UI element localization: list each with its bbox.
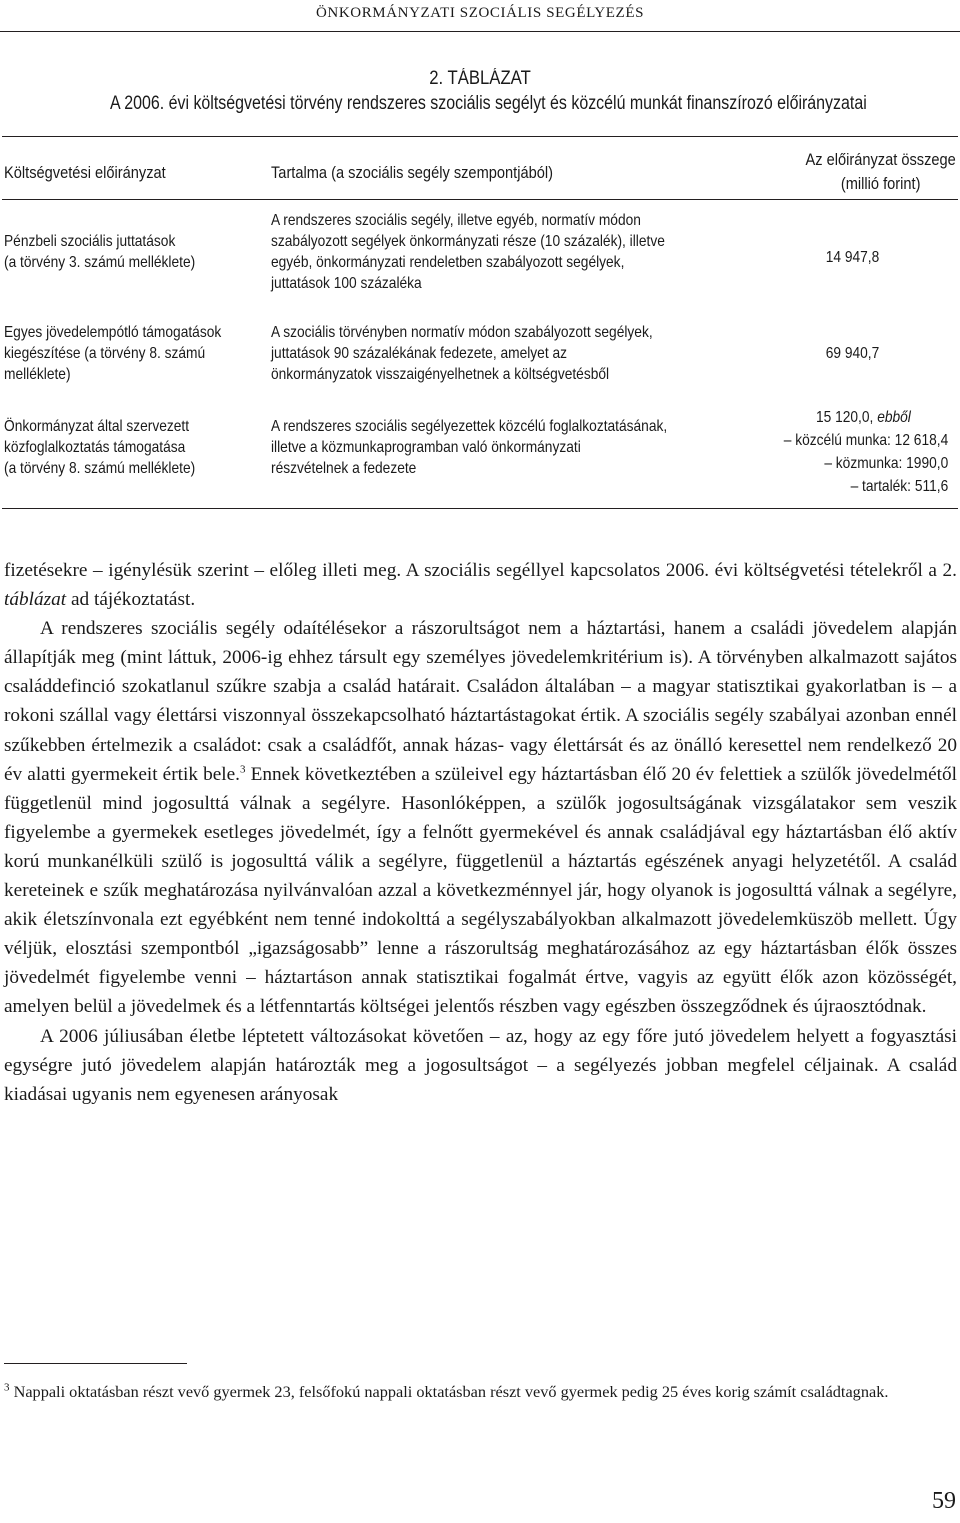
column-header-content: Tartalma (a szociális segély szempontjából) bbox=[271, 163, 553, 182]
running-header bbox=[0, 0, 960, 32]
table-number: 2. TÁBLÁZAT bbox=[429, 68, 531, 89]
breakdown-item: – tartalék: 511,6 bbox=[850, 478, 948, 495]
table-row-label: Egyes jövedelempótló támogatások kiegészítése (a törvény 8. számú melléklete) bbox=[4, 324, 222, 383]
paragraph: fizetésekre – igénylésük szerint – előleg illeti meg. A szociális segéllyel kapcsolatos 2006. évi költségvetési tételekről a 2. táblázat ad tájékoztatást. bbox=[4, 560, 957, 611]
table-row-content: A rendszeres szociális segély, illetve egyéb, normatív módon szabályozott segélyek önkormányzati része (10 százalék), illetve egyéb, önkormányzati rendeletben szabályozott segélyek, juttatások 100 százaléka bbox=[271, 212, 665, 292]
table-row-content: A szociális törvényben normatív módon szabályozott segélyek, juttatások 90 százalékának fedezete, amelyet az önkormányzatok visszaigényelhetnek a költségvetésből bbox=[271, 324, 653, 383]
paragraph: A 2006 júliusában életbe léptetett változásokat követően – az, hogy az egy főre jutó jövedelem helyett a fogyasztási egységre jutó jövedelem alapján határozták meg a jogosultságot – a segélyezés jobban megfelel céljainak. A család kiadásai ugyanis nem egyenesen arányosak bbox=[4, 1025, 957, 1105]
table-header-rule bbox=[2, 199, 958, 200]
table-bottom-rule bbox=[2, 508, 958, 509]
footnote-rule bbox=[4, 1363, 187, 1364]
table-row-amount: 69 940,7 bbox=[825, 345, 880, 362]
table-row-content: A rendszeres szociális segélyezettek közcélú foglalkoztatásának, illetve a közmunkaprogramban való önkormányzati részvételnek a fedezete bbox=[271, 418, 668, 477]
paragraph: A rendszeres szociális segély odaítélésekor a rászorultságot nem a háztartási, hanem a családi jövedelem alapján állapítják meg (mint láttuk, 2006-ig ehhez társult egy személyes jövedelemkritérium is). A törvényben alkalmazott sajátos családdefinció szokatlanul szűkre szabja a család határait. Családon általában – a magyar statisztikai gyakorlatban is – a rokoni szállal vagy élettársi viszonnyal összekapcsolható háztartástagokat értik. A szociális segély szabályai azonban ennél szűkebben értelmezik a családot: csak a családfőt, annak házas- vagy élettársát és az önálló keresettel nem rendelkező 20 év alatti gyermekeit értik bele.$^3$ Ennek következtében a szüleivel egy háztartásban élő 20 év felettiek a szülők jövedelmétől függetlenül mind jogosulttá válnak a segélyre. Hasonlóképpen, a szülők jogosultságának vizsgálatakor sem veszik figyelembe a gyermekek esetleges jövedelmét, így a felnőtt gyermekével és annak családjával egy háztartásban élő aktív korú munkanélküli szülő is jogosulttá válik a segélyre, függetlenül a háztartás egészének anyagi helyzetétől. A család kereteinek e szűk meghatározása nyilvánvalóan azzal a következménnyel jár, hogy olyanok is jogosulttá válnak a segélyre, akik életszínvonala ezt egyébként nem tenné indokolttá a segélyszabályokban alkalmazott jövedelemküszöb mellett. Úgy véljük, elosztási szempontból „igazságosabb” lenne a rászorultság meghatározásához az egy háztartásban élők összes jövedelmét figyelembe venni – háztartáson annak statisztikai fogalmát értve, vagyis az együtt élők azon közösségét, amelyen belül a jövedelmek és a létfenntartás költségei jelentős részben vagy egészben összegződnek és újraosztódnak. bbox=[4, 618, 957, 1018]
breakdown-item: – közmunka: 1990,0 bbox=[824, 455, 948, 472]
running-title: ÖNKORMÁNYZATI SZOCIÁLIS SEGÉLYEZÉS bbox=[315, 5, 645, 21]
table-title: A 2006. évi költségvetési törvény rendszeres szociális segélyt és közcélú munkát finanszírozó előirányzatai bbox=[110, 93, 867, 114]
table-row-amount: 14 947,8 bbox=[825, 249, 880, 266]
footnote-reference: 3 bbox=[240, 763, 246, 776]
table-top-rule bbox=[2, 136, 958, 137]
table-row-label: Önkormányzat által szervezett közfoglalkoztatás támogatása (a törvény 8. számú melléklete) bbox=[4, 418, 196, 477]
footnote-marker: 3 bbox=[4, 1381, 10, 1394]
amount-breakdown: 15 120,0, ebből – közcélú munka: 12 618,4 – közmunka: 1990,0 – tartalék: 511,6 bbox=[784, 406, 948, 498]
column-header-amount: Az előirányzat összege (millió forint) bbox=[805, 150, 956, 193]
breakdown-item: – közcélú munka: 12 618,4 bbox=[783, 432, 948, 449]
body-text bbox=[4, 556, 957, 1109]
page-number: 59 bbox=[932, 1488, 956, 1514]
table-row-label: Pénzbeli szociális juttatások (a törvény 3. számú melléklete) bbox=[4, 233, 196, 271]
column-header-appropriation: Költségvetési előirányzat bbox=[4, 163, 166, 182]
footnote: $^3$ Nappali oktatásban részt vevő gyermek 23, felsőfokú nappali oktatásban részt vevő gyermek pedig 25 éves korig számít családtagnak. bbox=[4, 1381, 889, 1401]
